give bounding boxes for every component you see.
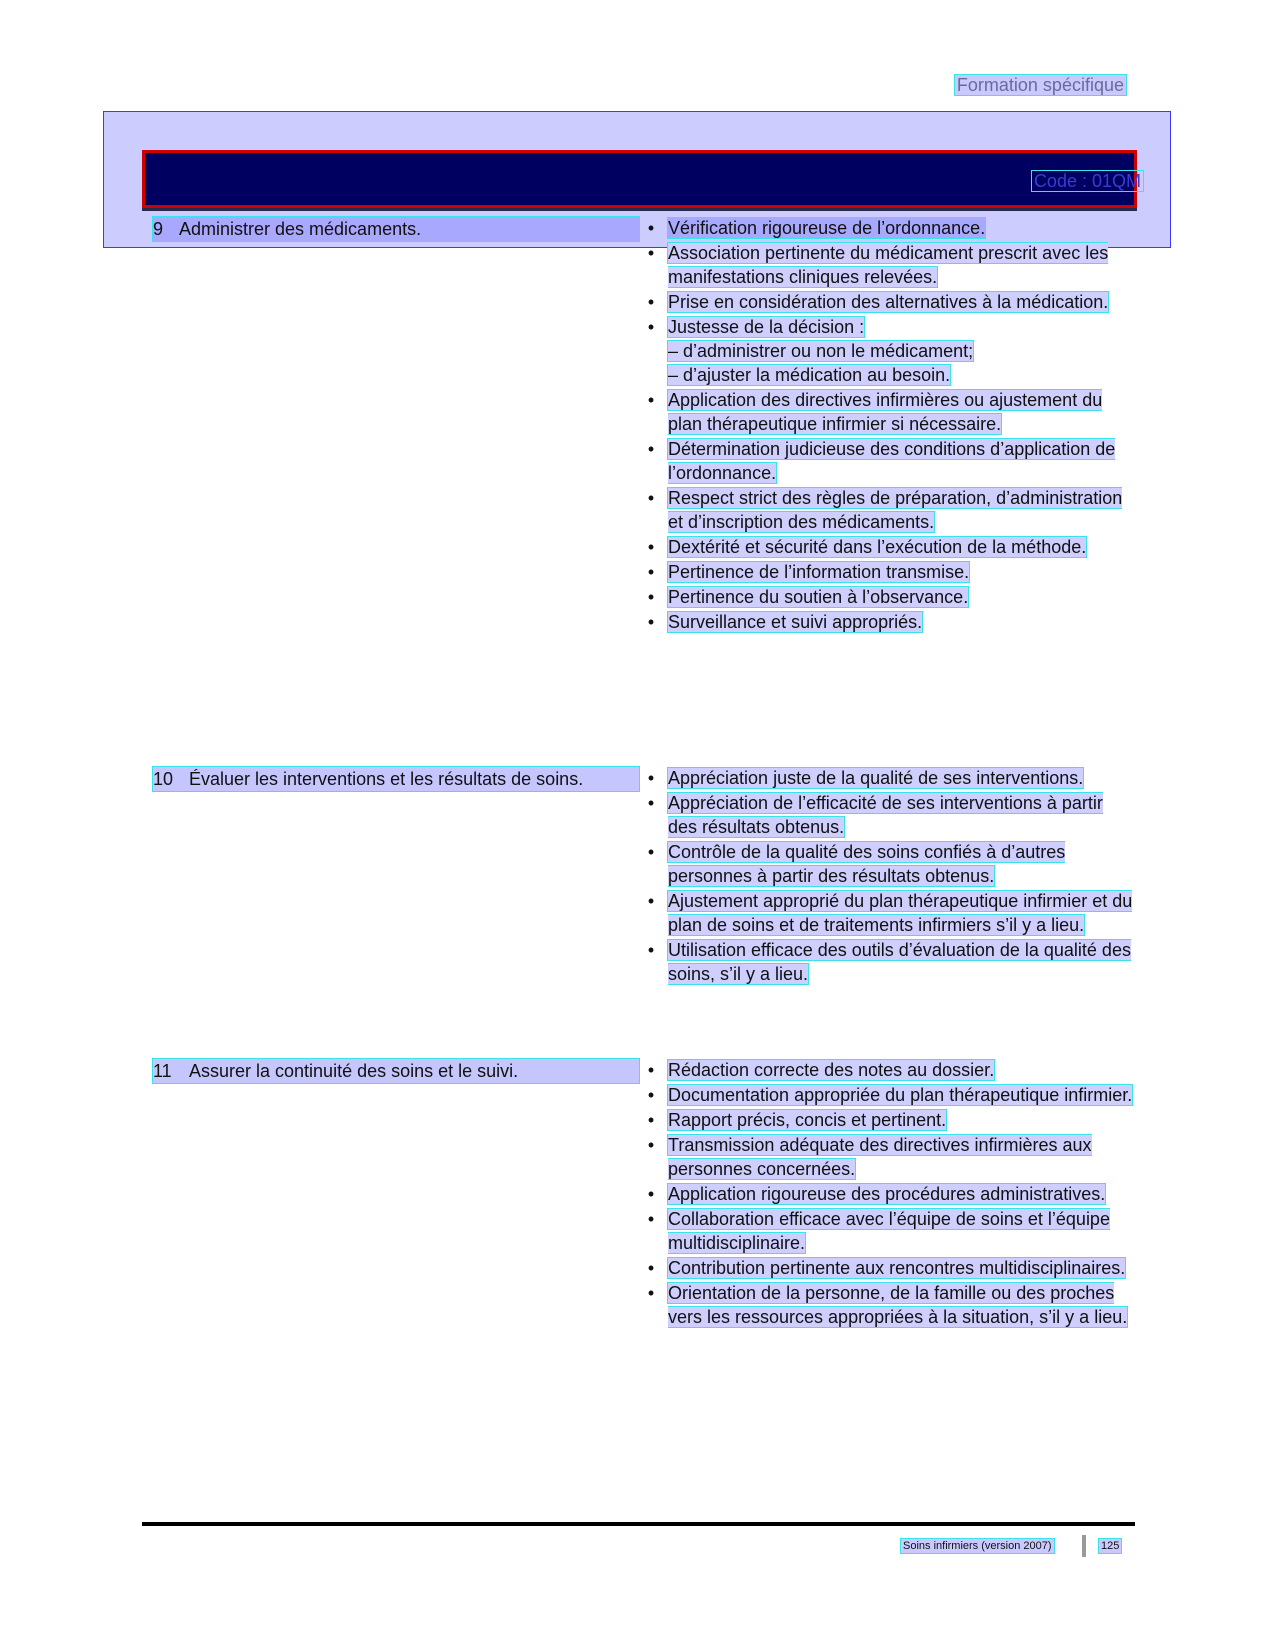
bullet-icon: • [647,1283,655,1303]
footer-program: Soins infirmiers (version 2007) [900,1538,1055,1554]
bullet-icon: • [647,793,655,813]
competency-number: 10 [153,769,174,789]
list-item: • Rédaction correcte des notes au dossier. [644,1058,1134,1082]
bullet-icon: • [647,587,655,607]
bullet-icon: • [647,537,655,557]
bullet-icon: • [647,612,655,632]
section-label: Formation spécifique [954,74,1127,96]
bullet-icon: • [647,1135,655,1155]
header-bar [142,150,1137,208]
list-item: • Vérification rigoureuse de l’ordonnance. [644,216,1134,240]
course-code: Code : 01QM [1031,170,1144,192]
bullet-icon: • [647,1085,655,1105]
competency-title-9 [152,216,640,242]
bullet-icon: • [647,1060,655,1080]
competency-title-11 [152,1058,640,1084]
list-item: • Dextérité et sécurité dans l’exécution de la méthode. [644,535,1134,559]
footer-separator [1082,1535,1086,1557]
list-item: • Ajustement approprié du plan thérapeutique infirmier et du plan de soins et de traitements infirmiers s’il y a lieu. [644,889,1134,937]
sub-item: – d’ajuster la médication au besoin. [668,365,951,385]
competency-number: 9 [153,219,164,239]
bullet-icon: • [647,439,655,459]
bullet-icon: • [647,1209,655,1229]
bullet-icon: • [647,842,655,862]
bullet-icon: • [647,891,655,911]
list-item: • Utilisation efficace des outils d’évaluation de la qualité des soins, s’il y a lieu. [644,938,1134,986]
list-item: • Application rigoureuse des procédures administratives. [644,1182,1134,1206]
list-item: • Justesse de la décision : – d’administrer ou non le médicament; – d’ajuster la médication au besoin. [644,315,1134,387]
list-item: • Détermination judicieuse des conditions d’application de l’ordonnance. [644,437,1134,485]
bullet-icon: • [647,390,655,410]
bullet-icon: • [647,488,655,508]
list-item: • Orientation de la personne, de la famille ou des proches vers les ressources appropriées à la situation, s’il y a lieu. [644,1281,1134,1329]
competency-text: Assurer la continuité des soins et le suivi. [189,1061,519,1081]
list-item: • Rapport précis, concis et pertinent. [644,1108,1134,1132]
list-item: • Respect strict des règles de préparation, d’administration et d’inscription des médicaments. [644,486,1134,534]
bullet-icon: • [647,292,655,312]
page-number: 125 [1098,1538,1122,1554]
footer-rule [142,1522,1135,1526]
list-item: • Pertinence de l’information transmise. [644,560,1134,584]
competency-text: Administrer des médicaments. [179,219,422,239]
criteria-list-9 [644,216,1134,635]
bullet-icon: • [647,1258,655,1278]
bullet-icon: • [647,768,655,788]
list-item: • Application des directives infirmières ou ajustement du plan thérapeutique infirmier si nécessaire. [644,388,1134,436]
criteria-list-10 [644,766,1134,987]
bullet-icon: • [647,940,655,960]
list-item: • Transmission adéquate des directives infirmières aux personnes concernées. [644,1133,1134,1181]
list-item: • Association pertinente du médicament prescrit avec les manifestations cliniques relevées. [644,241,1134,289]
bullet-icon: • [647,1110,655,1130]
competency-text: Évaluer les interventions et les résultats de soins. [189,769,584,789]
list-item: • Pertinence du soutien à l’observance. [644,585,1134,609]
list-item: • Documentation appropriée du plan thérapeutique infirmier. [644,1083,1134,1107]
bullet-icon: • [647,1184,655,1204]
bullet-icon: • [647,243,655,263]
competency-number: 11 [153,1061,172,1081]
list-item: • Appréciation de l’efficacité de ses interventions à partir des résultats obtenus. [644,791,1134,839]
bullet-icon: • [647,218,655,238]
competency-title-10 [152,766,640,792]
list-item: • Contrôle de la qualité des soins confiés à d’autres personnes à partir des résultats obtenus. [644,840,1134,888]
bullet-icon: • [647,317,655,337]
list-item: • Appréciation juste de la qualité de ses interventions. [644,766,1134,790]
criteria-list-11 [644,1058,1134,1330]
bullet-icon: • [647,562,655,582]
list-item: • Contribution pertinente aux rencontres multidisciplinaires. [644,1256,1134,1280]
list-item: • Prise en considération des alternatives à la médication. [644,290,1134,314]
list-item: • Surveillance et suivi appropriés. [644,610,1134,634]
list-item: • Collaboration efficace avec l’équipe de soins et l’équipe multidisciplinaire. [644,1207,1134,1255]
sub-item: – d’administrer ou non le médicament; [668,341,974,361]
